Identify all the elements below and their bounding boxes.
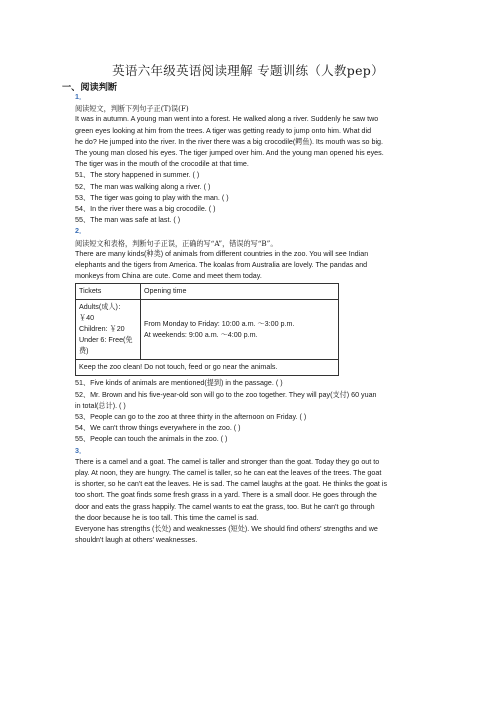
question-number-1: 1． bbox=[75, 93, 87, 101]
opening-hours: At weekends: 9:00 a.m. ～4:00 p.m. bbox=[144, 330, 258, 339]
passage-2-line: There are many kinds(种类) of animals from different countries in the zoo. You will see Indian bbox=[75, 249, 369, 258]
question-item: 53、The tiger was going to play with the man. ( ) bbox=[75, 193, 229, 202]
question-item: in total(总计). ( ) bbox=[75, 401, 126, 410]
passage-1-line: he do? He jumped into the river. In the river there was a big crocodile(鳄鱼). Its mouth was so big. bbox=[75, 137, 383, 146]
zoo-rule-note: Keep the zoo clean! Do not touch, feed or go near the animals. bbox=[76, 360, 339, 376]
passage-3-line: shouldn't laugh at others' weaknesses. bbox=[75, 536, 198, 545]
passage-3-line: play. At noon, they are hungry. The camel is taller, so he can eat the leaves of the trees. The goat bbox=[75, 469, 382, 478]
question-item: 51、Five kinds of animals are mentioned(提到) in the passage. ( ) bbox=[75, 379, 283, 388]
section-heading: 一、阅读判断 bbox=[62, 82, 118, 92]
passage-1-line: The tiger was in the mouth of the crocodile at that time. bbox=[75, 160, 249, 169]
instruction-1: 阅读短文，判断下列句子正(T)误(F) bbox=[75, 104, 189, 114]
passage-3-line: Everyone has strengths (长处) and weaknesses (短处). We should find others' strengths and we bbox=[75, 525, 378, 534]
question-item: 51、The story happened in summer. ( ) bbox=[75, 171, 200, 180]
table-header-tickets: Tickets bbox=[76, 284, 141, 300]
passage-3-line: is shorter, so he can't eat the leaves. He is sad. The camel laughs at the goat. He thinks the goat is bbox=[75, 480, 388, 489]
table-header-opening-time: Opening time bbox=[141, 284, 339, 300]
passage-1-line: It was in autumn. A young man went into a forest. He walked along a river. Suddenly he saw two bbox=[75, 115, 379, 124]
document-title: 英语六年级英语阅读理解 专题训练（人教pep） bbox=[112, 63, 384, 78]
ticket-price: Adults(成人)：￥40 bbox=[79, 303, 126, 323]
ticket-price: Under 6: Free(免费) bbox=[79, 336, 133, 356]
passage-2-line: monkeys from China are cute. Come and meet them today. bbox=[75, 272, 262, 281]
instruction-2: 阅读短文和表格，判断句子正误，正确的写“A”，错误的写“B”。 bbox=[75, 238, 278, 248]
opening-hours: From Monday to Friday: 10:00 a.m. ～3:00 p.m. bbox=[144, 319, 295, 328]
question-item: 52、The man was walking along a river. ( ) bbox=[75, 182, 211, 191]
passage-3-line: door and eats the grass happily. The camel wants to eat the grass, too. But he can't go through bbox=[75, 502, 375, 511]
question-item: 55、People can touch the animals in the zoo. ( ) bbox=[75, 435, 228, 444]
question-item: 53、People can go to the zoo at three thirty in the afternoon on Friday. ( ) bbox=[75, 413, 307, 422]
question-number-2: 2． bbox=[75, 227, 87, 236]
passage-3-line: There is a camel and a goat. The camel is taller and stronger than the goat. Today they go out to bbox=[75, 457, 380, 466]
ticket-price: Children: ￥20 bbox=[79, 325, 125, 334]
question-item: 54、We can't throw things everywhere in the zoo. ( ) bbox=[75, 424, 241, 433]
question-item: 54、In the river there was a big crocodile. ( ) bbox=[75, 205, 216, 214]
zoo-info-table bbox=[75, 283, 339, 376]
table-row bbox=[76, 360, 339, 376]
opening-hours-cell bbox=[141, 300, 339, 360]
question-item: 52、Mr. Brown and his five-year-old son will go to the zoo together. They will pay(支付) 60 yuan bbox=[75, 390, 377, 399]
passage-2-line: elephants and the tigers from America. The koalas from Australia are lovely. The pandas and bbox=[75, 261, 368, 270]
passage-3-line: the door because he is too tall. This time the camel is sad. bbox=[75, 513, 259, 522]
question-item: 55、The man was safe at last. ( ) bbox=[75, 216, 181, 225]
document-content bbox=[75, 92, 447, 547]
table-row bbox=[76, 300, 339, 360]
passage-3-line: too short. The goat finds some fresh grass in a yard. There is a small door. He goes through the bbox=[75, 491, 377, 500]
ticket-prices-cell bbox=[76, 300, 141, 360]
question-number-3: 3． bbox=[75, 446, 87, 455]
table-header-row bbox=[76, 284, 339, 300]
passage-1-line: green eyes looking at him from the trees. A tiger was getting ready to jump onto him. What did bbox=[75, 126, 372, 135]
passage-1-line: The young man closed his eyes. The tiger jumped over him. And the young man opened his eyes. bbox=[75, 149, 384, 158]
